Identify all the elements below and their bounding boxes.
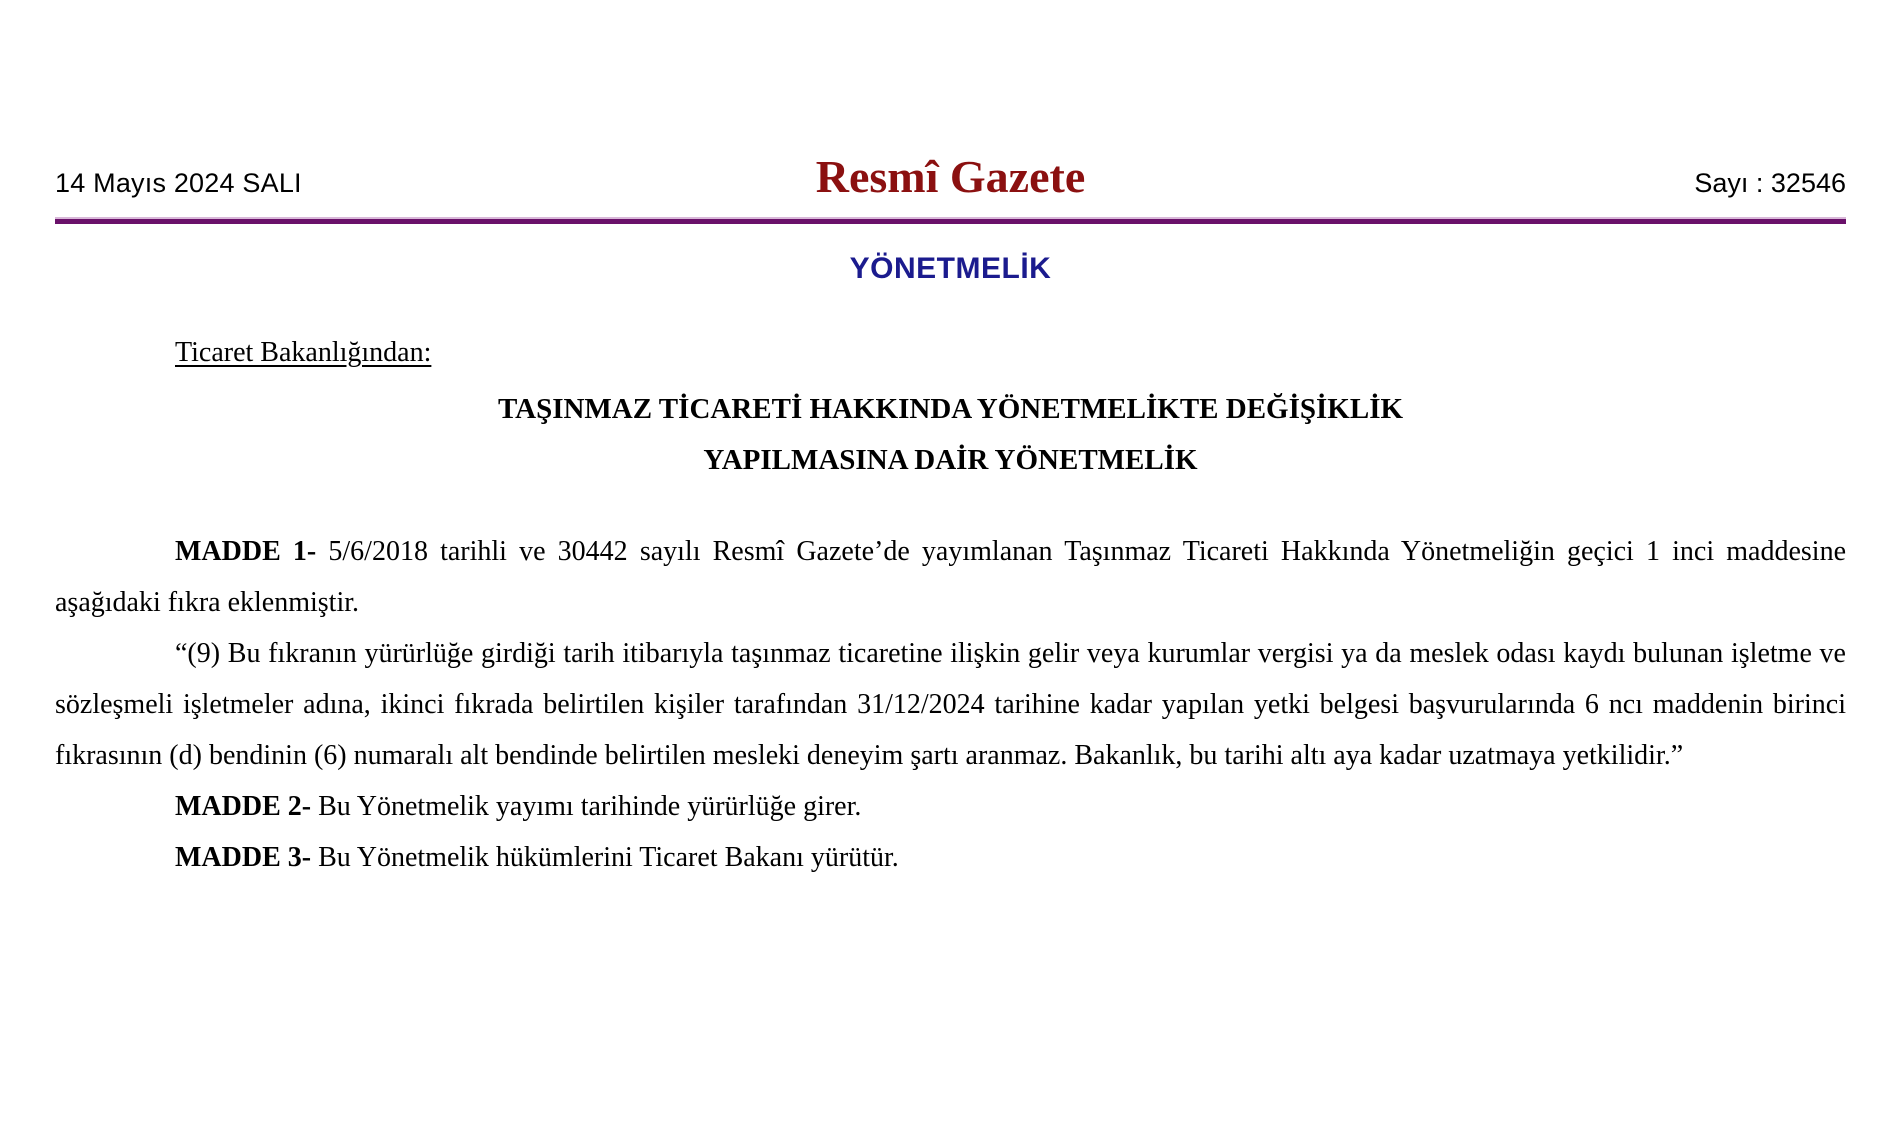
regulation-title-line1: TAŞINMAZ TİCARETİ HAKKINDA YÖNETMELİKTE DEĞİŞİKLİK	[497, 393, 1404, 425]
article-2-label: MADDE 2-	[175, 791, 312, 822]
gazette-title: Resmî Gazete	[815, 151, 1086, 202]
article-1-text: 5/6/2018 tarihli ve 30442 sayılı Resmî Gazete’de yayımlanan Taşınmaz Ticareti Hakkında Yönetmeliğin geçici 1 inci maddesine aşağıdaki fıkra eklenmiştir.	[55, 536, 1846, 618]
article-3-text: Bu Yönetmelik hükümlerini Ticaret Bakanı yürütür.	[318, 842, 899, 873]
articles	[55, 526, 1846, 883]
article-1-added-clause-text: “(9) Bu fıkranın yürürlüğe girdiği tarih itibarıyla taşınmaz ticaretine ilişkin gelir veya kurumlar vergisi ya da meslek odası kaydı bulunan işletme ve sözleşmeli işletmeler adına, ikinci fıkrada belirtilen kişiler tarafından 31/12/2024 tarihine kadar yapılan yetki belgesi başvurularında 6 ncı maddenin birinci fıkrasının (d) bendinin (6) numaralı alt bendinde belirtilen mesleki deneyim şartı aranmaz. Bakanlık, bu tarihi altı aya kadar uzatmaya yetkilidir.”	[55, 638, 1846, 771]
document-body	[55, 332, 1846, 883]
issue-number: Sayı : 32546	[1694, 168, 1846, 198]
article-2-text: Bu Yönetmelik yayımı tarihinde yürürlüğe girer.	[318, 791, 862, 822]
masthead	[55, 0, 1846, 203]
issue-date: 14 Mayıs 2024 SALI	[55, 168, 302, 198]
article-1-label: MADDE 1-	[175, 536, 317, 567]
article-3	[55, 832, 1846, 883]
article-3-label: MADDE 3-	[175, 842, 312, 873]
issuing-authority-text: Ticaret Bakanlığından:	[175, 337, 432, 368]
section-heading: YÖNETMELİK	[849, 252, 1052, 285]
article-1	[55, 526, 1846, 628]
regulation-title-line2: YAPILMASINA DAİR YÖNETMELİK	[703, 444, 1198, 476]
article-2	[55, 781, 1846, 832]
article-1-added-clause	[55, 628, 1846, 781]
regulation-title	[55, 384, 1846, 486]
issuing-authority	[55, 332, 1846, 374]
masthead-divider	[55, 217, 1846, 224]
